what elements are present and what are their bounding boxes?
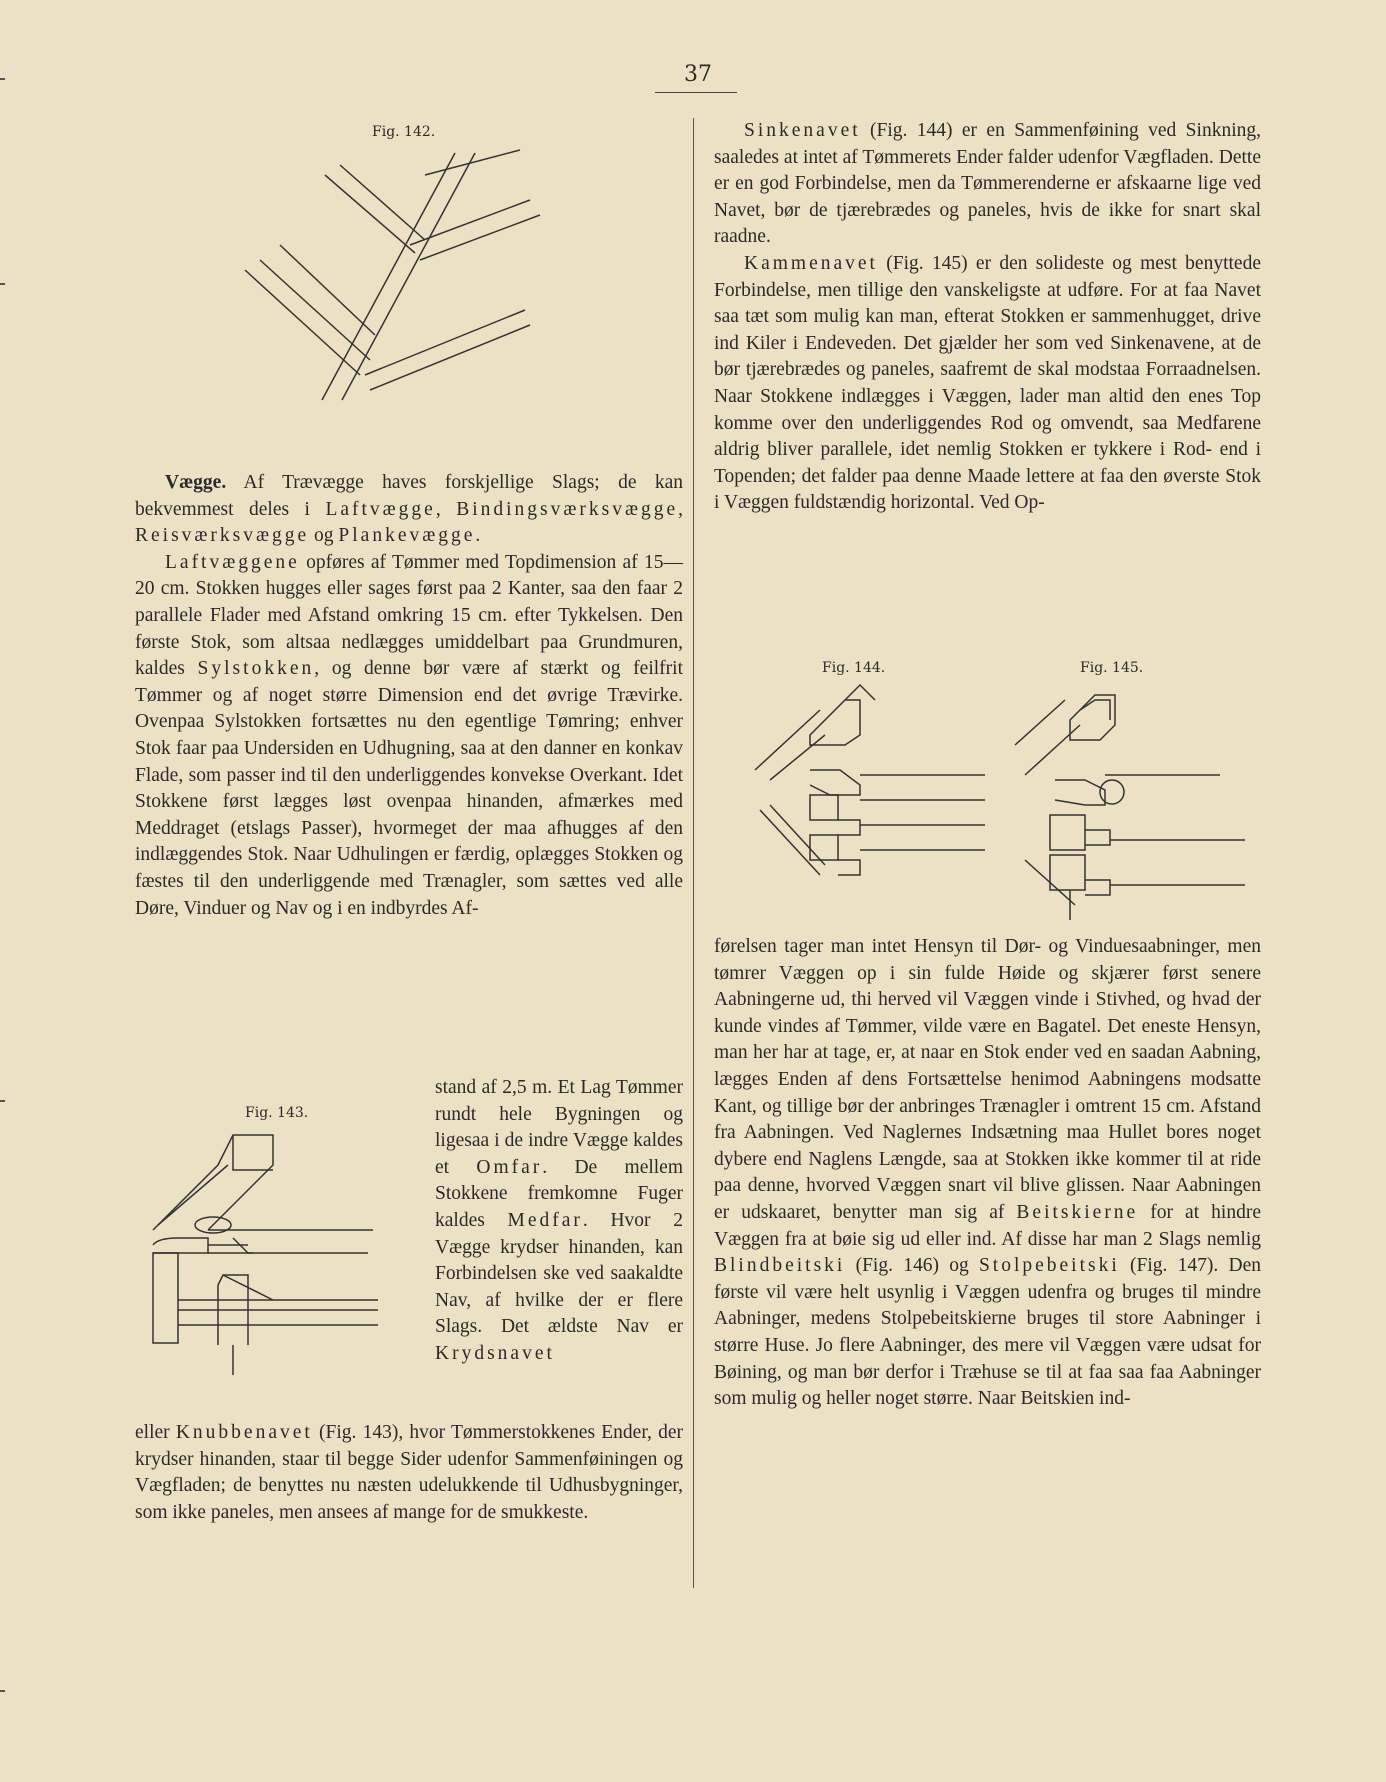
fig-145-caption: Fig. 145. bbox=[1080, 660, 1144, 676]
right-column-text-top bbox=[714, 118, 1261, 517]
page-number-rule bbox=[655, 92, 737, 93]
fig-144-drawing bbox=[750, 680, 990, 890]
kammenavet-paragraph: Kammenavet (Fig. 145) er den solideste og mest benyttede Forbindelse, men tillige den vanskeligste at udføre. For at faa Navet saa tæt som mulig kan man, efterat Stokken er sammenhugget, drive ind Kiler i Endeveden. Det gjælder her som ved Sinkenavene, at de bør tjærebrædes og paneles, saafremt de skal modstaa Forraadnelsen. Naar Stokkene indlægges i Væggen, lader man altid den enes Top komme over den underliggendes Rod og omvendt, saa Medfarene aldrig bliver parallele, idet nemlig Stokken er tykkere i Rod- end i Topenden; det falder paa denne Maade lettere at faa den øverste Stok i Væggen fuldstændig horizontal. Ved Op- bbox=[714, 252, 1261, 514]
walls-intro-paragraph: Vægge. Af Trævægge haves forskjellige Slags; de kan bekvemmest deles i Laftvægge, Bindingsværksvægge, Reisværksvægge og Plankevægge. bbox=[135, 472, 683, 547]
fig-143-drawing bbox=[148, 1125, 388, 1385]
laftvaegge-paragraph: Laftvæggene opføres af Tømmer med Topdimension af 15—20 cm. Stokken hugges eller sages først paa 2 Kanter, saa den faar 2 parallele Flader med Afstand omkring 15 cm. efter Tykkelsen. Den første Stok, som altsaa nedlægges umiddelbart paa Grundmuren, kaldes Sylstokken, og denne bør være af stærkt og feilfrit Tømmer og af noget større Dimension end det øvrige Trævirke. Ovenpaa Sylstokken fortsættes nu den egentlige Tømring; enhver Stok faar paa Undersiden en Udhugning, saa at den danner en konkav Flade, som passer ind til den underliggendes konvekse Overkant. Idet Stokkene først lægges løst ovenpaa hinanden, afmærkes med Meddraget (etslags Passer), hvormeget der maa afhugges af den indlæggendes Stok. Naar Udhulingen er færdig, oplægges Stokken og fæstes til den underliggende med Trænagler, som sættes ved alle Døre, Vinduer og Nav og i en indbyrdes Af- bbox=[135, 551, 683, 919]
right-column-text-bottom bbox=[714, 934, 1261, 1413]
page-number: 37 bbox=[684, 62, 712, 87]
column-divider bbox=[693, 118, 694, 1588]
left-column-text bbox=[135, 470, 683, 922]
fig-143-caption: Fig. 143. bbox=[245, 1105, 309, 1121]
fig-142-caption: Fig. 142. bbox=[372, 124, 436, 140]
knubbenavet-paragraph: eller Knubbenavet (Fig. 143), hvor Tømmerstokkenes Ender, der krydser hinanden, staar til begge Sider udenfor Sammenføiningen og Vægfladen; de benyttes nu næsten udelukkende til Udhusbygninger, som ikke paneles, men ansees af mange for de smukkeste. bbox=[135, 1422, 683, 1523]
nav-paragraph-continuation: stand af 2,5 m. Et Lag Tømmer rundt hele Bygningen og ligesaa i de indre Vægge kaldes et Omfar. De mellem Stokkene fremkomne Fuger kaldes Medfar. Hvor 2 Vægge krydser hinanden, kan Forbindelsen ske ved saakaldte Nav, af hvilke der er flere Slags. Det ældste Nav er Krydsnavet bbox=[435, 1077, 684, 1364]
sinkenavet-paragraph: Sinkenavet (Fig. 144) er en Sammenføining ved Sinkning, saaledes at intet af Tømmerets Ender falder udenfor Vægfladen. Dette er en god Forbindelse, men da Tømmerenderne er afskaarne lige ved Navet, bør de tjærebrædes og paneles, hvis de ikke for snart skal raadne. bbox=[714, 120, 1261, 248]
aabninger-paragraph: førelsen tager man intet Hensyn til Dør- og Vinduesaabninger, men tømrer Væggen op i sin fulde Høide og skjærer først senere Aabningerne ud, thi herved vil Væggen vinde i Stivhed, og hvad der kunde vindes af Tømmer, vilde være en Bagatel. Det eneste Hensyn, man her har at tage, er, at naar en Stok ender ved en saadan Aabning, lægges Enden af dens Fortsættelse henimod Aabningens modsatte Kant, og tillige bør der anbringes Trænagler i omtrent 15 cm. Afstand fra Aabningen. Ved Naglernes Indsætning maa Hullet bores noget dybere end Naglens Længde, saa at Stokken ikke kommer til at ride paa denne, hvorved Væggen snart vil blive glissen. Naar Aabningen er udskaaret, benytter man sig af Beitskierne for at hindre Væggen fra at bøie sig ud eller ind. Af disse har man 2 Slags nemlig Blindbeitski (Fig. 146) og Stolpebeitski (Fig. 147). Den første vil være helt usynlig i Væggen udenfra og bruges til mindre Aabninger, medens Stolpebeitskierne bruges til store Aabninger i større Huse. Jo flere Aabninger, des mere vil Væggen være udsat for Bøining, og man bør derfor i Træhuse se til at faa saa faa Aabninger som mulig og heller noget større. Naar Beitskien ind- bbox=[714, 936, 1261, 1410]
fig-144-caption: Fig. 144. bbox=[822, 660, 886, 676]
fig-142-drawing bbox=[230, 145, 580, 435]
fig-145-drawing bbox=[1010, 680, 1255, 920]
